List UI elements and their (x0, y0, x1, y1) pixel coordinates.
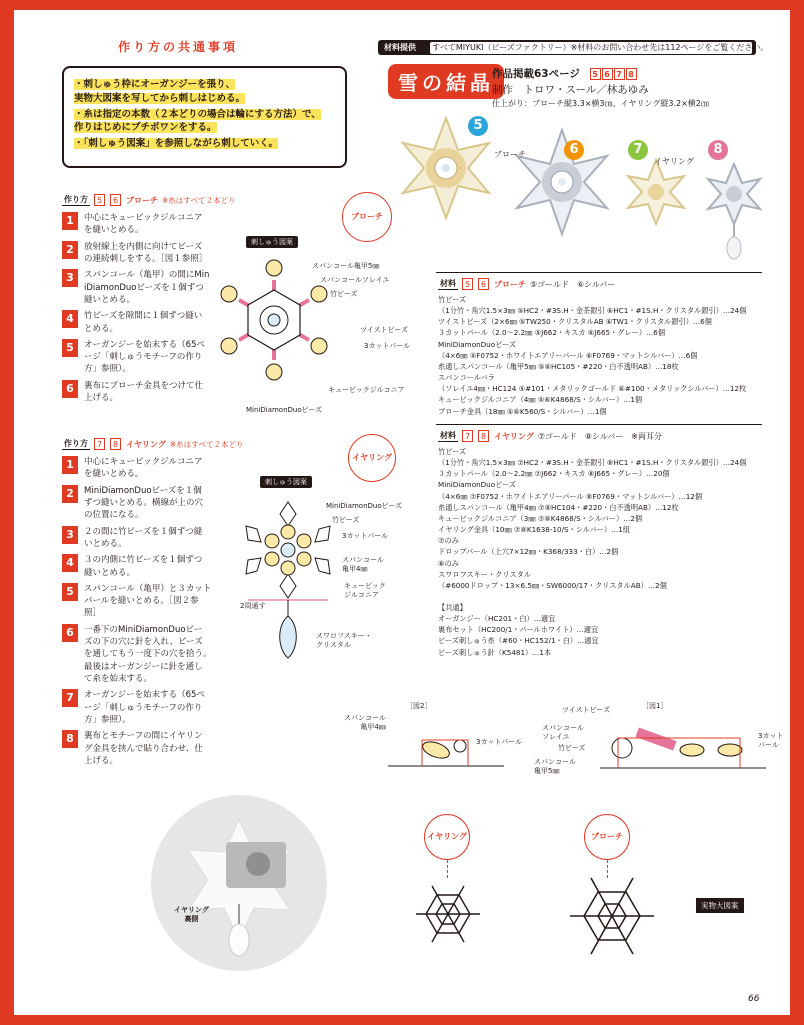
brooch-silver-photo (517, 130, 607, 234)
supply-label: 材料提供 (384, 43, 416, 52)
brooch-mat-line: （1分竹・角穴1.5×3㎜ ⑤HC2・#3S.H・金茶銀引 ⑥HC1・#1S.H・クリスタル銀引）…24個 (438, 306, 747, 316)
earring-diagram-title: 刺しゅう図案 (260, 476, 312, 488)
photo-num-5: 5 (468, 116, 488, 136)
template-brooch-label: ブローチ (584, 814, 630, 860)
common-materials (438, 602, 599, 658)
brooch-diagram (204, 250, 344, 400)
brooch-step-6: 6 裏布にブローチ金具をつけて仕 上げる。 (62, 380, 222, 405)
earring-mat-line: MiniDiamonDuoビーズ (438, 480, 517, 490)
earring-template (402, 878, 494, 950)
brooch-mat-line: ３カットパール（2.0〜2.2㎜ ⑤J662・キスカ ⑥J665・グレー）…6個 (438, 328, 666, 338)
brooch-mat-line: MiniDiamonDuoビーズ (438, 339, 517, 349)
brooch-mat-line: 糸通しスパンコール（亀甲5㎜ ⑤⑥HC105・#220・白不透明AB）…18枚 (438, 361, 679, 371)
earring-mat-line: （1分竹・角穴1.5×3㎜ ⑦HC2・#3S.H・金茶銀引 ⑧HC1・#1S.H・クリスタル銀引）…24個 (438, 458, 747, 468)
earring-step-7: 7 オーガンジーを始末する（65ペ ージ「刺しゅうモチーフの作り 方」参照）。 (62, 689, 224, 726)
fig1-label-4: スパンコール 亀甲5㎜ (534, 758, 576, 775)
fig2-label-2: 3カットパール (476, 738, 523, 746)
brooch-mat-line: （4×6㎜ ⑤F0752・ホワイトエアリーパール ⑥F0769・マットシルバー）…6個 (438, 350, 698, 360)
brooch-diag-label-5: 3カットパール (364, 342, 411, 350)
brooch-materials-divider (436, 272, 762, 273)
earring-diag-label-2: 竹ビーズ (332, 516, 360, 524)
brooch-mat-line: キュービックジルコニア（4㎜ ⑤⑥K4868/S・シルバー）…1個 (438, 395, 643, 405)
brooch-steps (62, 212, 222, 408)
earring-side-label: イヤリング (348, 434, 396, 482)
fig2-title: ［図2］ (406, 702, 432, 710)
back-photo-label: イヤリング 裏側 (174, 906, 209, 923)
photo-num-6: 6 (564, 140, 584, 160)
earring-materials-list (438, 446, 746, 591)
brooch-mat-line: 竹ビーズ (438, 295, 467, 304)
earring-step-5: 5 スパンコール（亀甲）と３カット パールを縫いとめる。［図２参 照］ (62, 583, 224, 620)
earring-diag-label-6: 2周通す (240, 602, 266, 610)
earring-diag-label-4: スパンコール 亀甲4㎜ (342, 556, 384, 573)
earring-steps (62, 456, 224, 771)
brooch-diagram-title: 刺しゅう図案 (246, 236, 298, 248)
template-earring-leader (447, 860, 448, 878)
earring-diag-label-5: キュービック ジルコニア (344, 582, 386, 599)
brooch-step-3: 3 スパンコール（亀甲）の間にMin iDiamonDuoビーズを１個ずつ 縫いとめる。 (62, 269, 222, 306)
common-mat-line: オーガンジー（HC201・白）…適宜 (438, 614, 556, 624)
fig2-label-1: スパンコール 亀甲4㎜ (344, 714, 386, 731)
photo-num-7: 7 (628, 140, 648, 160)
brooch-side-label: ブローチ (342, 192, 392, 242)
earring-step-6: 6 一番下のMiniDiamonDuoビー ズの下の穴に針を入れ、ビーズ を通してもう一度下の穴を拾う。 最後はオーガンジーに針を通し て糸を始末する。 (62, 624, 224, 686)
photo-label-brooch: ブローチ (494, 150, 526, 159)
brooch-materials-header: 材料 5 6 ブローチ ⑤ゴールド ⑥シルバー (440, 279, 616, 289)
template-earring-label: イヤリング (424, 814, 470, 860)
work-finish: 仕上がり：ブローチ縦3.3×横3㎝、イヤリング縦3.2×横2㎝ (492, 99, 709, 108)
earring-mat-line: キュービックジルコニア（3㎜ ⑦⑧K4868/S・シルバー）…2個 (438, 513, 643, 523)
earring-diag-label-1: MiniDiamonDuoビーズ (326, 502, 403, 510)
fig1-label-3: 竹ビーズ (558, 744, 586, 752)
common-notes-box (62, 66, 347, 168)
earring-diag-label-3: 3カットパール (342, 532, 389, 540)
earring-materials-header: 材料 7 8 イヤリング ⑦ゴールド ⑧シルバー ※両耳分 (440, 431, 662, 441)
brooch-mat-line: ブローチ金具（18㎜ ⑤⑥K560/S・シルバー）…1個 (438, 406, 607, 416)
common-note-3: ・「刺しゅう図案」を参照しながら刺していく。 (74, 138, 279, 150)
common-materials-title: 【共通】 (438, 603, 467, 612)
earring-diag-label-7: スワロフスキー・ クリスタル (316, 632, 372, 649)
brooch-step-2: 2 放射線上を内側に向けてビーズ の連続刺しをする。［図１参照］ (62, 241, 222, 266)
brooch-diag-label-1: スパンコール亀甲5㎜ (312, 262, 380, 270)
work-page-ref: 作品掲載63ページ 5 6 7 8 (492, 66, 638, 81)
product-photos (394, 110, 764, 260)
brooch-mat-line: （ソレイユ4㎜・HC124 ⑤#101・メタリックゴールド ⑥#100・メタリックシルバー）…12枚 (438, 384, 747, 394)
supply-text: すべてMIYUKI（ビーズファクトリー）※材料のお問い合わせ先は112ページをご覧ください。 (432, 43, 769, 52)
brooch-step-5: 5 オーガンジーを始末する（65ペ ージ「刺しゅうモチーフの作り 方」参照）。 (62, 339, 222, 376)
brooch-diag-label-3: 竹ビーズ (330, 290, 358, 298)
page-number: 66 (748, 994, 760, 1004)
earring-mat-line: ３カットパール（2.0〜2.2㎜ ⑦J662・キスカ ⑧J665・グレー）…20個 (438, 469, 670, 479)
work-title: 雪の結晶 (388, 64, 504, 99)
fig1-title: ［図1］ (642, 702, 668, 710)
earring-mat-line: （#6000ドロップ・13×6.5㎜・SW6000/17・クリスタルAB）…2個 (438, 580, 667, 590)
common-note-2: ・糸は指定の本数（２本どりの場合は輪にする方法）で、 作りはじめにプチボワンをする。 (74, 108, 321, 134)
earring-mat-line: ⑧のみ (438, 558, 459, 568)
earring-mat-line: 糸通しスパンコール（亀甲4㎜ ⑦⑧HC104・#220・白不透明AB）…12枚 (438, 502, 679, 512)
brooch-materials-list (438, 294, 746, 417)
photo-label-earring: イヤリング (654, 157, 694, 166)
photo-num-8: 8 (708, 140, 728, 160)
fig1-label-5: 3カット パール (758, 732, 784, 749)
brooch-mat-line: スパンコールバラ (438, 373, 495, 383)
earring-back-photo (150, 794, 328, 972)
earring-mat-line: イヤリング金具（10㎜ ⑦⑧K1638-10/S・シルバー）…1組 (438, 525, 630, 535)
earring-materials-divider (436, 424, 762, 425)
brooch-step-1: 1 中心にキュービックジルコニア を縫いとめる。 (62, 212, 222, 237)
common-mat-line: ビーズ刺しゅう針（K5481）…1本 (438, 647, 552, 657)
earring-mat-line: 竹ビーズ (438, 447, 467, 456)
actual-size-label: 実物大図案 (696, 898, 744, 913)
fig1-label-1: ツイストビーズ (562, 706, 610, 714)
work-maker: 制作 トロワ・スール／林あゆみ (492, 84, 649, 96)
earring-mat-line: スワロフスキー・クリスタル (438, 569, 532, 579)
fig1-label-2: スパンコール ソレイユ (542, 724, 584, 741)
earring-howto-header: 作り方 7 8 イヤリング ※糸はすべて２本どり (64, 439, 244, 449)
earring-silver-photo (708, 164, 760, 259)
earring-gold-photo (628, 160, 684, 224)
brooch-diag-label-6: キュービックジルコニア (328, 386, 405, 394)
earring-step-4: 4 ３の内側に竹ビーズを１個ずつ 縫いとめる。 (62, 554, 224, 579)
earring-mat-line: ドロップパール（上穴7×12㎜・K368/333・白）…2個 (438, 547, 619, 557)
page (14, 10, 790, 1015)
brooch-step-4: 4 竹ビーズを隙間に１個ずつ縫い とめる。 (62, 310, 222, 335)
fig1-diagram (600, 710, 770, 772)
common-mat-line: ビーズ刺しゅう糸（#60・HC152/1・白）…適宜 (438, 636, 599, 646)
earring-mat-line: ⑦のみ (438, 536, 459, 546)
earring-step-2: 2 MiniDiamonDuoビーズを１個 ずつ縫いとめる。横線が上の穴 の位置になる。 (62, 485, 224, 522)
earring-step-8: 8 裏布とモチーフの間にイヤリン グ金具を挟んで貼り合わせ、仕 上げる。 (62, 730, 224, 767)
brooch-diag-label-7: MiniDiamonDuoビーズ (246, 406, 323, 414)
brooch-diag-label-2: スパンコールソレイユ (320, 276, 390, 284)
earring-step-3: 3 ２の間に竹ビーズを１個ずつ縫 いとめる。 (62, 526, 224, 551)
brooch-howto-header: 作り方 5 6 ブローチ ※糸はすべて２本どり (64, 195, 236, 205)
earring-mat-line: （4×6㎜ ⑦F0752・ホワイトエアリーパール ⑧F0769・マットシルバー）…12個 (438, 491, 703, 501)
brooch-template (564, 870, 660, 960)
common-note-1: ・刺しゅう枠にオーガンジーを張り、 実物大図案を写してから刺しはじめる。 (74, 79, 246, 104)
earring-step-1: 1 中心にキュービックジルコニア を縫いとめる。 (62, 456, 224, 481)
brooch-mat-line: ツイストビーズ（2×6㎜ ⑤TW250・クリスタルAB ⑥TW1・クリスタル銀引）…6個 (438, 317, 712, 327)
common-title: 作り方の共通事項 (118, 40, 239, 54)
common-mat-line: 裏布セット（HC200/1・パールホワイト）…適宜 (438, 625, 599, 635)
brooch-diag-label-4: ツイストビーズ (360, 326, 408, 334)
